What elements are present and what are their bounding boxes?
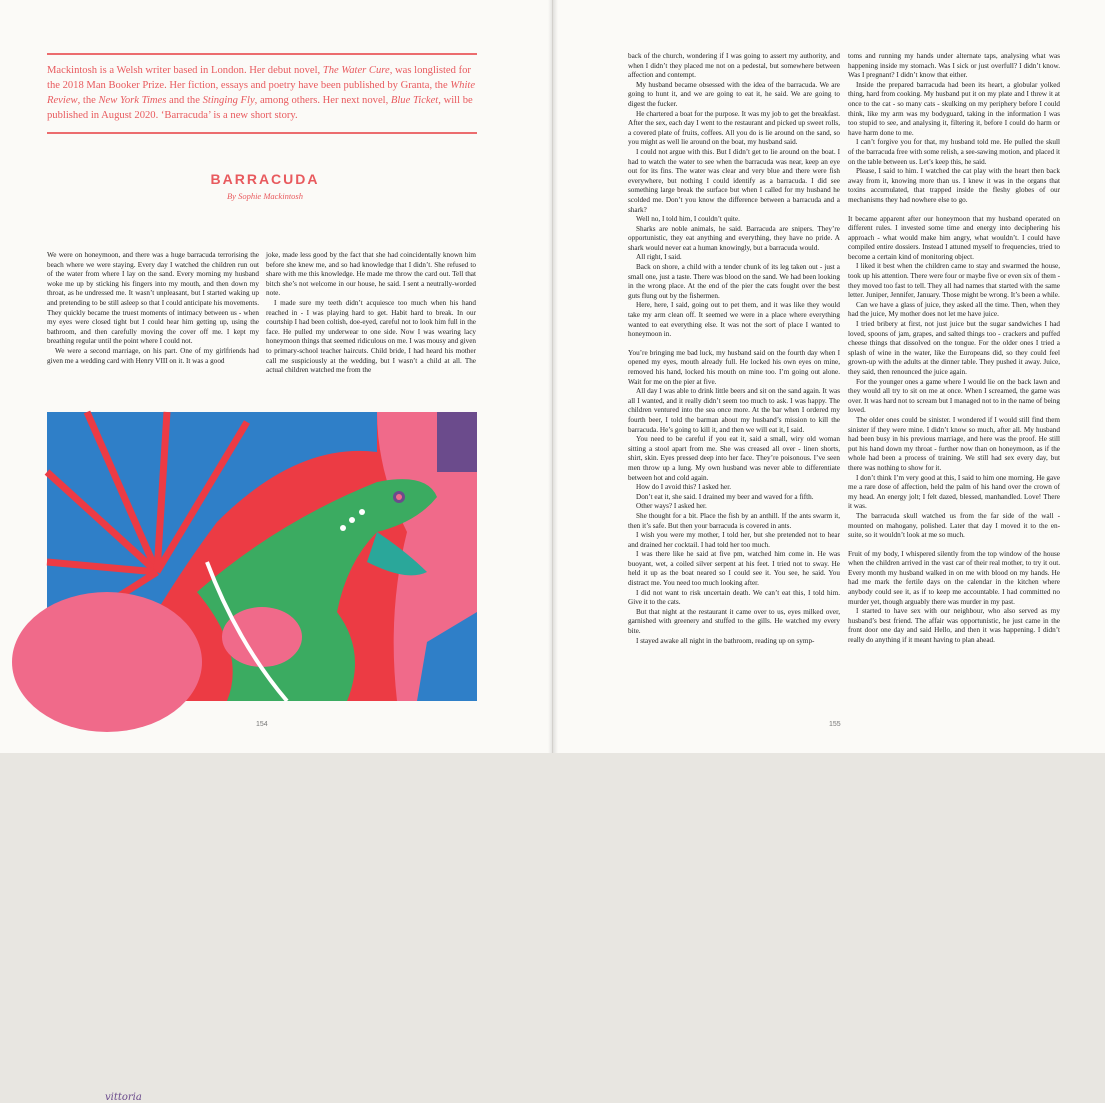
text-column-2 <box>266 251 476 376</box>
bio-publication: Stinging Fly <box>202 95 255 106</box>
story-title: BARRACUDA <box>210 171 320 187</box>
paragraph: You need to be careful if you eat it, said a small, wiry old woman sitting a stool apart from me. She was creased all over - linen shorts, shirt, skin. Eyes pressed deep into her face. They’re poisonous. I’ve seen men throw up a lung. My own husband was never able to differentiate between hot and cold again. <box>628 435 840 482</box>
paragraph: We were a second marriage, on his part. One of my girlfriends had given me a wedding card with Henry VIII on it. It was a good <box>47 346 259 365</box>
barracuda-illustration <box>47 412 477 701</box>
paragraph: joke, made less good by the fact that she had coincidentally known him before she knew me, and so had knowledge that I didn’t. She refused to share with me this knowledge. He made me throw the card out. Tell that bitch she’s not welcome in our house, he said. I sent a neutrally-worded note. <box>266 251 476 298</box>
page-number-right: 155 <box>829 721 841 728</box>
bio-novel-title: The Water Cure <box>322 65 390 76</box>
bio-novel-title: Blue Ticket <box>390 95 439 106</box>
paragraph: Can we have a glass of juice, they asked all the time. Then, when they had the juice, My mother does not let me have juice. <box>848 300 1060 319</box>
paragraph: We were on honeymoon, and there was a huge barracuda terrorising the beach where we were staying. Every day I watched the children run out of the water from where I lay on the sand. Every morning my husband woke me up by sticking his fingers into my mouth, and then down my throat, as he undressed me. It wasn’t unpleasant, but I started waking up and pretending to be still asleep so that I could anticipate his movements. They quickly became the truest moments of intimacy between us - when my eyes were closed tight but I could hear him getting up, using the bathroom, and then carefully moving the cover off me. I kept my breathing regular until the point where I could not. <box>47 251 259 346</box>
paragraph: Back on shore, a child with a tender chunk of its leg taken out - just a small one, just a taste. There was blood on the sand. We had been looking in the wrong place. At the end of the pier the cats fought over the best guts flung out by the fishermen. <box>628 263 840 300</box>
right-page <box>553 0 1105 753</box>
author-bio <box>47 53 477 134</box>
bio-text: , the <box>77 95 99 106</box>
bio-text: , was longlisted for the 2018 Man Booker Prize. Her fiction, essays and poetry have been published by Granta, the <box>47 65 471 91</box>
bio-publication: New York Times <box>98 95 167 106</box>
paragraph: I liked it best when the children came to stay and swarmed the house, took up his attention. There were four or maybe five or even six of them - they moved too fast to tell. They all had names that started with the same letter. Juniper, Jennifer, January. Those might be wrong. It’s been a while. <box>848 262 1060 300</box>
bio-text: , will be published in August 2020. ‘Barracuda’ is a new short story. <box>47 95 473 121</box>
paragraph: Other ways? I asked her. <box>636 502 707 511</box>
paragraph: He chartered a boat for the purpose. It was my job to get the breakfast. After the sex, each day I went to the restaurant and picked up sweet rolls, a covered plate of fruits, coffees. All you do is lie around on the sand, so you might as well lie around on the boat, my husband said. <box>628 109 840 147</box>
paragraph: All right, I said. <box>636 253 682 262</box>
paragraph: But that night at the restaurant it came over to us, eyes milked over, garnished with greenery and stuffed to the gills. He watched my every bite. <box>628 607 840 636</box>
paragraph: Fruit of my body, I whispered silently from the top window of the house when the children arrived in the vast car of their real mother, to try it out. Every month my husband walked in on me with blood on my hands. He had me mark the fertile days on the calendar in the kitchen where anybody could see it, as if to keep me accountable. I had committed no murder yet, though arguably there was murder in my past. <box>848 549 1060 606</box>
spine-gutter <box>548 0 558 753</box>
paragraph: Inside the prepared barracuda had been its heart, a globular yolked thing, hard from cooking. My husband put it on my plate and I threw it at once to the cat - so many cats - skulking on my periphery before I could think, like my arm was my bodyguard, taking in the information I was too stupid to see, and analysing it, filtering it, before I could do harm or have harm done to me. <box>848 80 1060 137</box>
left-page <box>0 0 552 1103</box>
paragraph: I stayed awake all night in the bathroom, reading up on symp- <box>636 636 815 645</box>
text-column-4 <box>848 52 1060 646</box>
paragraph: I don’t think I’m very good at this, I said to him one morning. He gave me a rare dose of affection, held the palm of his hand over the crown of my head. An energy jolt; I felt dazed, blessed, manhandled. Love! There it was. <box>848 473 1060 511</box>
paragraph: I started to have sex with our neighbour, who also served as my husband’s best friend. The affair was opportunistic, he just came in the front door one day and said Hello, and then it was happening. I didn’t really do anything if it meant having to plan ahead. <box>848 607 1060 645</box>
paragraph: Well no, I told him, I couldn’t quite. <box>636 215 740 224</box>
paragraph: Please, I said to him. I watched the cat play with the heart then back away from it, knowing more than us. I knew it was in the organs that toxins accumulated, that trapped inside the fleshy globes of our mechanisms they had nowhere else to go. <box>848 167 1060 204</box>
bio-publication: White Review <box>47 80 476 106</box>
paragraph: I could not argue with this. But I didn’t get to lie around on the boat. I had to watch the water to see when the barracuda was near, keep an eye out for its fins. The water was clear and very blue and there were fish everywhere, but nothing I could identify as a barracuda. I did see something large break the surface but when I called for my husband he scolded me. Don’t you know the difference between a barracuda and a shark? <box>628 147 840 214</box>
paragraph: I did not want to risk uncertain death. We can’t eat this, I told him. Give it to the cats. <box>628 588 840 607</box>
paragraph: I can’t forgive you for that, my husband told me. He pulled the skull of the barracuda free with some relish, a see-sawing motion, and placed it on the table between us. Let’s keep this, he said. <box>848 138 1060 166</box>
paragraph: The barracuda skull watched us from the far side of the wall - mounted on mahogany, polished. Later that day I moved it to the en-suite, so it wouldn’t look at me so much. <box>848 511 1060 540</box>
paragraph: You’re bringing me bad luck, my husband said on the fourth day when I opened my eyes, mouth already full. He locked his own eyes on mine, removed his hand, locked his mouth on mine too. I’m going out alone. Wait for me on the pier at five. <box>628 348 840 386</box>
paragraph: It became apparent after our honeymoon that my husband operated on different rules. I invested some time and energy into deciphering his approach - what would make him angry, what wouldn’t. I could have compiled entire dossiers. Instead I attuned myself to frequencies, tried to become a certain kind of monitoring object. <box>848 214 1060 261</box>
paragraph: My husband became obsessed with the idea of the barracuda. We are going to hunt it, and we are going to eat it, he said. We are going to digest the fucker. <box>628 80 840 108</box>
text-column-3 <box>628 52 840 646</box>
paragraph: back of the church, wondering if I was going to assert my authority, and when I didn’t they placed me not on a pedestal, but somewhere between affection and contempt. <box>628 52 840 80</box>
paragraph: How do I avoid this? I asked her. <box>636 483 732 492</box>
paragraph: I tried bribery at first, not just juice but the sugar sandwiches I had loved, spoons of jam, grapes, and salted things too - crackers and puffed cheese things that dissolved on the tongue. For the older ones I tried a splash of wine in the water, like the Europeans did, so they could feel grown-up with the adults at the dinner table. They pushed it away. Juice, they said, then renounced the juice again. <box>848 320 1060 376</box>
paragraph: I made sure my teeth didn’t acquiesce too much when his hand reached in - I was playing hard to get. Habit hard to break. In our courtship I had been coltish, doe-eyed, careful not to look him full in the face. He pulled my underwear to one side. Now I was wearing lacy honeymoon things that seemed ridiculous on me. I was mousy and given to primary-school teacher haircuts. Child bride, I had heard his mother call me suspiciously at the wedding, but I wasn’t a child at all. The actual children watched me from the <box>266 298 476 375</box>
artist-signature: vittoria <box>105 1092 142 1103</box>
paragraph: Don’t eat it, she said. I drained my beer and waved for a fifth. <box>636 492 814 501</box>
paragraph: Here, here, I said, going out to pet them, and it was like they would take my arm clean off. It seemed we were in a place where everything wanted to eat everything else. It was not the sort of place I wanted to honeymoon in. <box>628 301 840 339</box>
paragraph: I was there like he said at five pm, watched him come in. He was buoyant, wet, a coiled silver serpent at his feet. I tried not to sway. He held it up as the boat neared so I could see it. You see, he said. You distract me. You need too much looking after. <box>628 550 840 588</box>
paragraph: She thought for a bit. Place the fish by an anthill. If the ants swarm it, then it’s safe. But then your barracuda is covered in ants. <box>628 511 840 530</box>
paragraph: The older ones could be sinister. I wondered if I would still find them sinister if they were mine. I didn’t know so much, after all. My husband had been busy in his previous marriage, and here was the proof. He still put his hand down my throat - further now than on honeymoon, as if the whole had been a process of training. We still had sex every day, but there was nothing to show for it. <box>848 415 1060 472</box>
bio-text: and the <box>166 95 203 106</box>
page-number-left: 154 <box>256 721 268 728</box>
paragraph: For the younger ones a game where I would lie on the back lawn and they would all try to sit on me at once. When I screamed, the game was over. It was hard not to scream but I managed not to in the name of being loved. <box>848 377 1060 415</box>
paragraph: toms and running my hands under alternate taps, analysing what was happening inside my stomach. Was I sick or just overfull? I didn’t know. Was I pregnant? I didn’t know that either. <box>848 52 1060 80</box>
text-column-1 <box>47 251 259 366</box>
paragraph: All day I was able to drink little beers and sit on the sand again. It was all I wanted, and it really didn’t seem too much to ask. I was happy. The children ventured into the sea once more. At the bar when I ordered my fourth beer, I told the barman about my husband’s mission to kill the barracuda. He’s going to kill it, and then we will eat it, I said. <box>628 387 840 434</box>
bio-text: , among others. Her next novel, <box>254 95 391 106</box>
paragraph: Sharks are noble animals, he said. Barracuda are snipers. They’re opportunistic, they eat anything and everything, they have no pride. A shark would never eat a human knowingly, but a barracuda would. <box>628 224 840 252</box>
bio-text: Mackintosh is a Welsh writer based in London. Her debut novel, <box>47 65 323 76</box>
story-byline: By Sophie Mackintosh <box>226 191 303 201</box>
paragraph: I wish you were my mother, I told her, but she pretended not to hear and drained her cocktail. I had told her too much. <box>628 531 840 549</box>
